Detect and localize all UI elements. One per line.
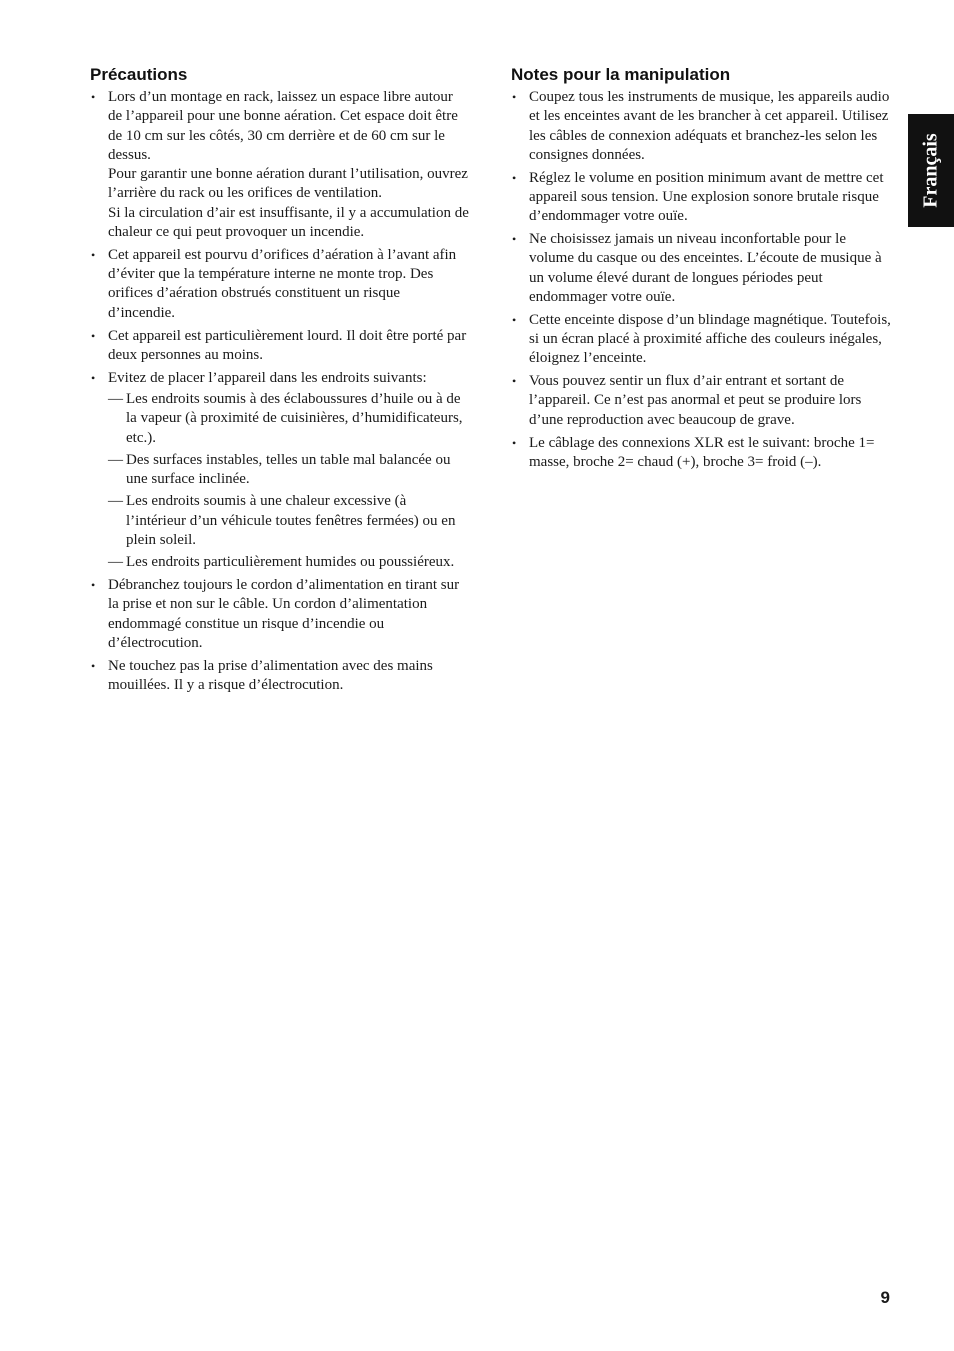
- list-item: [90, 327, 470, 366]
- precautions-list: [90, 88, 470, 695]
- item-text: Coupez tous les instruments de musique, les appareils audio et les enceintes avant de les brancher à cet appareil. Utilisez les câbles de connexion adéquats et branchez-les selon les consignes données.: [529, 89, 890, 163]
- list-item: [90, 369, 470, 573]
- list-item: [90, 246, 470, 323]
- item-text: Cet appareil est particulièrement lourd. Il doit être porté par deux personnes au moins.: [108, 327, 467, 363]
- sub-item-text: Les endroits soumis à une chaleur excessive (à l’intérieur d’un véhicule toutes fenêtres fermées) ou en plein soleil.: [126, 493, 456, 549]
- item-text: Réglez le volume en position minimum avant de mettre cet appareil sous tension. Une explosion sonore brutale risque d’endommager votre ouïe.: [529, 169, 884, 225]
- item-text: Evitez de placer l’appareil dans les endroits suivants:: [108, 369, 427, 386]
- list-item: [90, 657, 470, 696]
- item-text: Cette enceinte dispose d’un blindage magnétique. Toutefois, si un écran placé à proximité affiche des couleurs inégales, éloignez l’enceinte.: [529, 311, 891, 367]
- dash-icon: —: [108, 451, 123, 468]
- bullet-icon: •: [512, 312, 517, 327]
- sub-item-text: Des surfaces instables, telles un table mal balancée ou une surface inclinée.: [126, 451, 451, 488]
- dash-icon: —: [108, 390, 123, 407]
- page-number: 9: [880, 1288, 890, 1307]
- bullet-icon: •: [91, 247, 96, 262]
- dash-icon: —: [108, 493, 123, 510]
- sub-item-text: Les endroits particulièrement humides ou poussiéreux.: [126, 554, 455, 571]
- item-text: Pour garantir une bonne aération durant l’utilisation, ouvrez l’arrière du rack ou les orifices de ventilation.: [108, 166, 468, 202]
- list-item: [90, 576, 470, 653]
- language-tab: [908, 114, 954, 227]
- item-text: Le câblage des connexions XLR est le suivant: broche 1= masse, broche 2= chaud (+), broche 3= froid (–).: [529, 434, 875, 470]
- list-item: [511, 434, 891, 473]
- list-item: [511, 230, 891, 307]
- sub-item-text: Les endroits soumis à des éclaboussures d’huile ou à de la vapeur (à proximité de cuisinières, d’humidificateurs, etc.).: [126, 390, 463, 446]
- bullet-icon: •: [91, 578, 96, 593]
- bullet-icon: •: [512, 435, 517, 450]
- handling-notes-list: [511, 88, 891, 472]
- list-item: [511, 311, 891, 369]
- item-text: Cet appareil est pourvu d’orifices d’aération à l’avant afin d’éviter que la température interne ne monte trop. Des orifices d’aération obstrués constituent un risque d’incendie.: [108, 246, 457, 321]
- sub-list-item: [108, 553, 470, 572]
- item-text: Vous pouvez sentir un flux d’air entrant et sortant de l’appareil. Ce n’est pas anormal et peut se produire lors d’une reproduction avec beaucoup de grave.: [529, 373, 862, 428]
- bullet-icon: •: [512, 232, 517, 247]
- item-text: Ne touchez pas la prise d’alimentation avec des mains mouillées. Il y a risque d’électrocution.: [108, 657, 433, 694]
- bullet-icon: •: [91, 328, 96, 343]
- item-text: Lors d’un montage en rack, laissez un espace libre autour de l’appareil pour une bonne aération. Cet espace doit être de 10 cm sur les côtés, 30 cm derrière et de 60 cm sur le dessus.: [108, 89, 458, 163]
- sub-list-item: [108, 451, 470, 490]
- precautions-title: Précautions: [90, 65, 188, 84]
- language-tab-label: Français: [919, 133, 942, 208]
- dash-icon: —: [108, 554, 123, 571]
- bullet-icon: •: [91, 90, 96, 104]
- handling-notes-section: [511, 64, 891, 476]
- bullet-icon: •: [91, 658, 96, 673]
- list-item: [90, 88, 470, 242]
- sub-list-item: [108, 492, 470, 550]
- item-text: Débranchez toujours le cordon d’alimentation en tirant sur la prise et non sur le câble. Un cordon d’alimentation endommagé constitue un risque d’incendie ou d’électrocution.: [108, 577, 460, 652]
- handling-notes-title: Notes pour la manipulation: [511, 65, 731, 84]
- item-text: Si la circulation d’air est insuffisante, il y a accumulation de chaleur ce qui peut provoquer un incendie.: [108, 204, 469, 241]
- list-item: [511, 169, 891, 227]
- bullet-icon: •: [512, 374, 517, 389]
- list-item: [511, 372, 891, 430]
- item-text: Ne choisissez jamais un niveau inconfortable pour le volume du casque ou des enceintes. L’écoute de musique à un volume élevé durant de longues périodes peut endommager votre ouïe.: [529, 231, 882, 305]
- list-item: [511, 88, 891, 165]
- bullet-icon: •: [512, 90, 517, 104]
- bullet-icon: •: [512, 170, 517, 185]
- bullet-icon: •: [91, 370, 96, 385]
- sub-list-item: [108, 390, 470, 448]
- precautions-section: [90, 64, 470, 699]
- sub-list: [108, 390, 470, 573]
